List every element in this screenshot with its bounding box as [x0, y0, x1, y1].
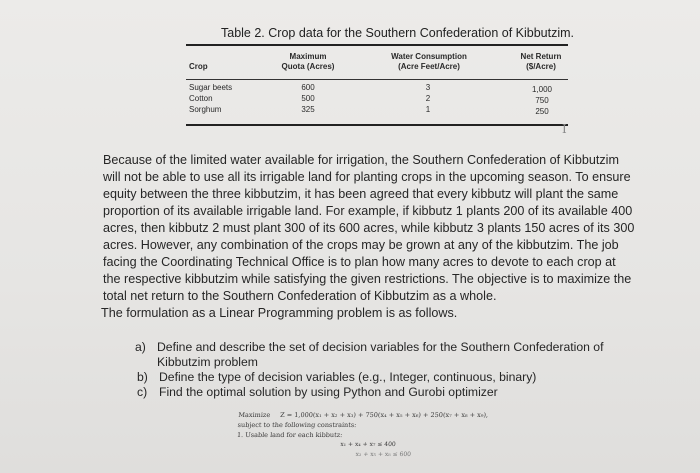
header-crop: Crop — [189, 62, 208, 71]
table-row-water: 2 — [425, 94, 431, 103]
paragraph-line: total net return to the Southern Confederation of Kibbutzim as a whole. — [103, 289, 497, 303]
objective-function: Z = 1,000(x₁ + x₂ + x₃) + 750(x₄ + x₅ + x₆) + 250(x₇ + x₈ + x₉), — [279, 411, 489, 419]
question-a — [135, 340, 603, 370]
subject-to-label: subject to the following constraints: — [237, 421, 357, 429]
quota-column — [288, 82, 328, 115]
table-header-rule — [186, 79, 568, 80]
question-label: b) — [137, 370, 148, 384]
table-top-rule — [186, 44, 568, 46]
table-row-crop: Sugar beets — [189, 83, 233, 92]
paragraph-line: will not be able to use all its irrigable land for planting crops in the upcoming season. To ensure — [103, 170, 631, 184]
constraint-land-1: x₁ + x₄ + x₇ ≤ 400 — [340, 441, 396, 448]
constraint-title: 1. Usable land for each kibbutz: — [236, 431, 343, 439]
objective-row — [238, 410, 488, 420]
maximize-label: Maximize — [238, 411, 271, 419]
problem-description — [103, 152, 643, 322]
crop-column — [189, 82, 232, 115]
paragraph-line: acres, then kibbutz 2 must plant 300 of its 600 acres, while kibbutz 3 plants 150 acres of its 300 — [103, 221, 635, 235]
table-title: Table 2. Crop data for the Southern Confederation of Kibbutzim. — [221, 26, 574, 40]
table-row-water: 3 — [425, 83, 431, 92]
table-row-quota: 500 — [301, 94, 315, 103]
question-b — [137, 370, 603, 385]
table-row-quota: 600 — [301, 83, 315, 92]
paragraph-line: proportion of its available irrigable land. For example, if kibbutz 1 plants 200 of its available 400 — [103, 204, 633, 218]
question-text: Define and describe the set of decision variables for the Southern Confederation of — [157, 340, 604, 354]
question-text: Kibbutzim problem — [157, 355, 258, 369]
question-label: c) — [137, 385, 148, 399]
text-cursor-icon: I — [562, 122, 567, 136]
header-net-return: Net Return ($/Acre) — [520, 52, 562, 71]
question-label: a) — [135, 340, 146, 354]
table-row-water: 1 — [425, 105, 431, 114]
net-return-column — [522, 84, 562, 117]
paragraph-line: facing the Coordinating Technical Office is to plan how many acres to devote to each crop at — [103, 255, 616, 269]
lp-formulation — [235, 410, 488, 460]
paragraph-line: Because of the limited water available for irrigation, the Southern Confederation of Kibbutzim — [103, 153, 619, 167]
table-row-net: 250 — [535, 107, 549, 116]
paragraph-line: the respective kibbutzim while satisfying the given restrictions. The objective is to maximize the — [103, 272, 632, 286]
header-water-consumption: Water Consumption (Acre Feet/Acre) — [391, 52, 467, 71]
table-row-net: 1,000 — [531, 85, 553, 94]
paragraph-line: The formulation as a Linear Programming problem is as follows. — [101, 306, 458, 320]
table-row-crop: Sorghum — [189, 105, 222, 114]
paragraph-line: acres. However, any combination of the crops may be grown at any of the kibbutzim. The job — [103, 238, 619, 252]
header-max-quota: Maximum Quota (Acres) — [281, 52, 335, 71]
table-row-net: 750 — [535, 96, 549, 105]
question-c — [137, 385, 603, 400]
table-bottom-rule — [186, 124, 568, 126]
constraint-land-2: x₂ + x₅ + x₈ ≤ 600 — [355, 451, 412, 458]
water-column — [418, 82, 438, 115]
table-row-crop: Cotton — [189, 94, 213, 103]
question-list — [135, 340, 603, 400]
paragraph-line: equity between the three kibbutzim, it has been agreed that every kibbutz will plant the same — [103, 187, 619, 201]
question-text: Define the type of decision variables (e.g., Integer, continuous, binary) — [159, 370, 537, 384]
question-text: Find the optimal solution by using Python and Gurobi optimizer — [159, 385, 498, 399]
table-row-quota: 325 — [301, 105, 315, 114]
